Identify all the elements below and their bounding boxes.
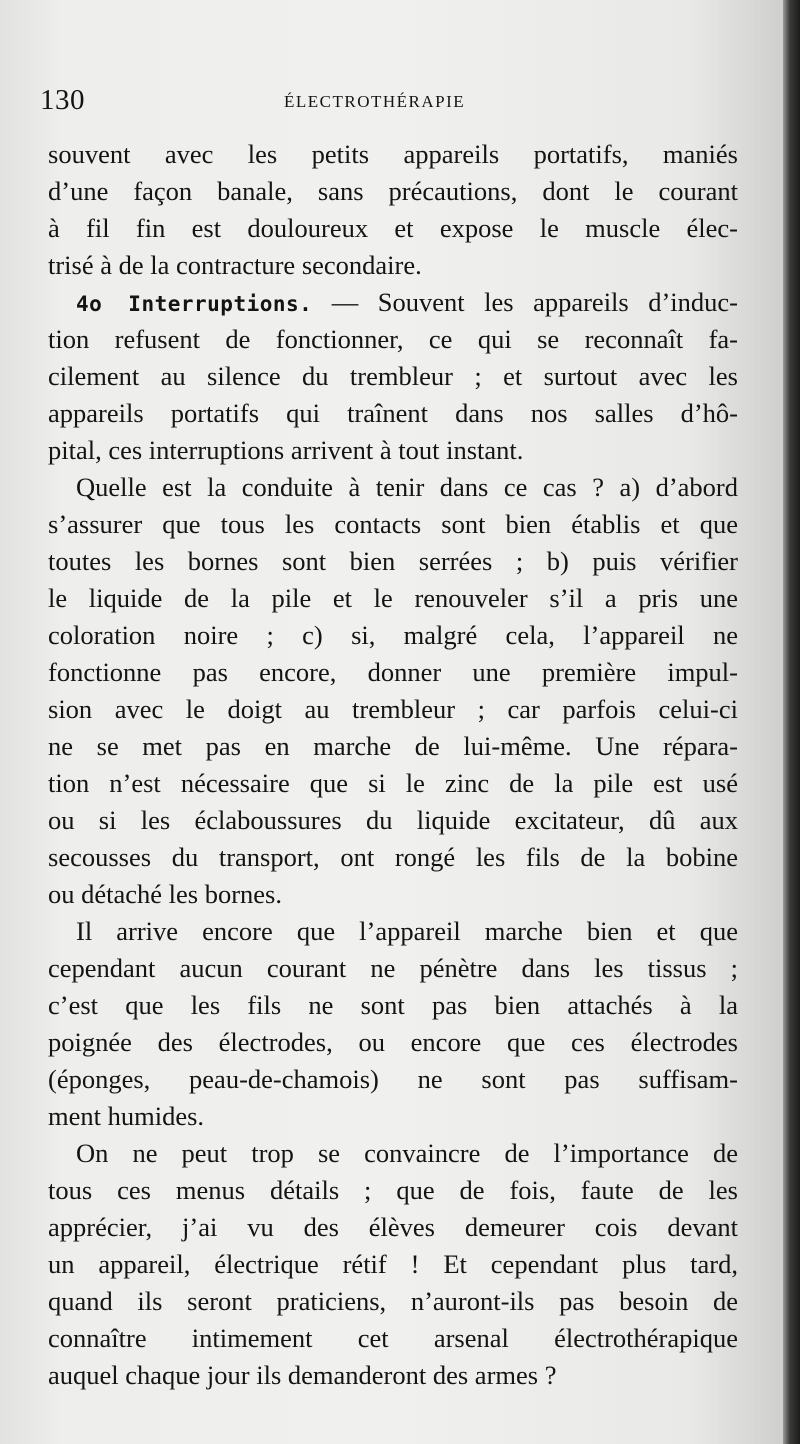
text-line: tous ces menus détails ; que de fois, faute de les (48, 1175, 738, 1205)
text-line: (éponges, peau-de-chamois) ne sont pas suffisam- (48, 1064, 738, 1094)
text-line: cependant aucun courant ne pénètre dans les tissus ; (48, 953, 738, 983)
text-line: auquel chaque jour ils demanderont des armes ? (48, 1360, 557, 1390)
running-head (40, 84, 740, 124)
page-number: 130 (40, 84, 85, 116)
running-title: ÉLECTROTHÉRAPIE (284, 92, 466, 111)
paragraph (48, 1135, 738, 1394)
text-line: trisé à de la contracture secondaire. (48, 250, 422, 280)
text-line: ment humides. (48, 1101, 205, 1131)
text-line: connaître intimement cet arsenal électrothérapique (48, 1323, 738, 1353)
text-line: On ne peut trop se convaincre de l’importance de (76, 1138, 738, 1168)
text-line: toutes les bornes sont bien serrées ; b) puis vérifier (48, 546, 738, 576)
paragraph (48, 136, 738, 284)
binding-gutter (783, 0, 800, 1444)
paragraph (48, 284, 738, 469)
body-text (48, 136, 738, 1394)
text-line: s’assurer que tous les contacts sont bien établis et que (48, 509, 738, 539)
text-line: le liquide de la pile et le renouveler s’il a pris une (48, 583, 738, 613)
text-line: coloration noire ; c) si, malgré cela, l’appareil ne (48, 620, 738, 650)
text-line: souvent avec les petits appareils portatifs, maniés (48, 139, 738, 169)
text-line: Il arrive encore que l’appareil marche bien et que (76, 916, 738, 946)
text-line: pital, ces interruptions arrivent à tout instant. (48, 435, 524, 465)
text-line: ou si les éclaboussures du liquide excitateur, dû aux (48, 805, 738, 835)
text-line: un appareil, électrique rétif ! Et cependant plus tard, (48, 1249, 738, 1279)
paragraph (48, 913, 738, 1135)
text-line: ne se met pas en marche de lui-même. Une répara- (48, 731, 738, 761)
text-line: secousses du transport, ont rongé les fils de la bobine (48, 842, 738, 872)
text-line: à fil fin est douloureux et expose le muscle élec- (48, 213, 738, 243)
text-line: Quelle est la conduite à tenir dans ce cas ? a) d’abord (76, 472, 738, 502)
text-line: quand ils seront praticiens, n’auront-ils pas besoin de (48, 1286, 738, 1316)
text-line: apprécier, j’ai vu des élèves demeurer cois devant (48, 1212, 738, 1242)
text-fragment: — Souvent les appareils d’induc- (312, 287, 738, 317)
text-line: tion refusent de fonctionner, ce qui se reconnaît fa- (48, 324, 738, 354)
text-line: ou détaché les bornes. (48, 879, 282, 909)
text-line (48, 284, 738, 321)
text-line: appareils portatifs qui traînent dans nos salles d’hô- (48, 398, 738, 428)
text-line: poignée des électrodes, ou encore que ces électrodes (48, 1027, 738, 1057)
text-line: c’est que les fils ne sont pas bien attachés à la (48, 990, 738, 1020)
text-line: tion n’est nécessaire que si le zinc de la pile est usé (48, 768, 738, 798)
text-line: d’une façon banale, sans précautions, dont le courant (48, 176, 738, 206)
text-line: fonctionne pas encore, donner une première impul- (48, 657, 738, 687)
paragraph (48, 469, 738, 913)
text-line: cilement au silence du trembleur ; et surtout avec les (48, 361, 738, 391)
section-heading: 4o Interruptions. (76, 292, 313, 316)
text-line: sion avec le doigt au trembleur ; car parfois celui-ci (48, 694, 738, 724)
